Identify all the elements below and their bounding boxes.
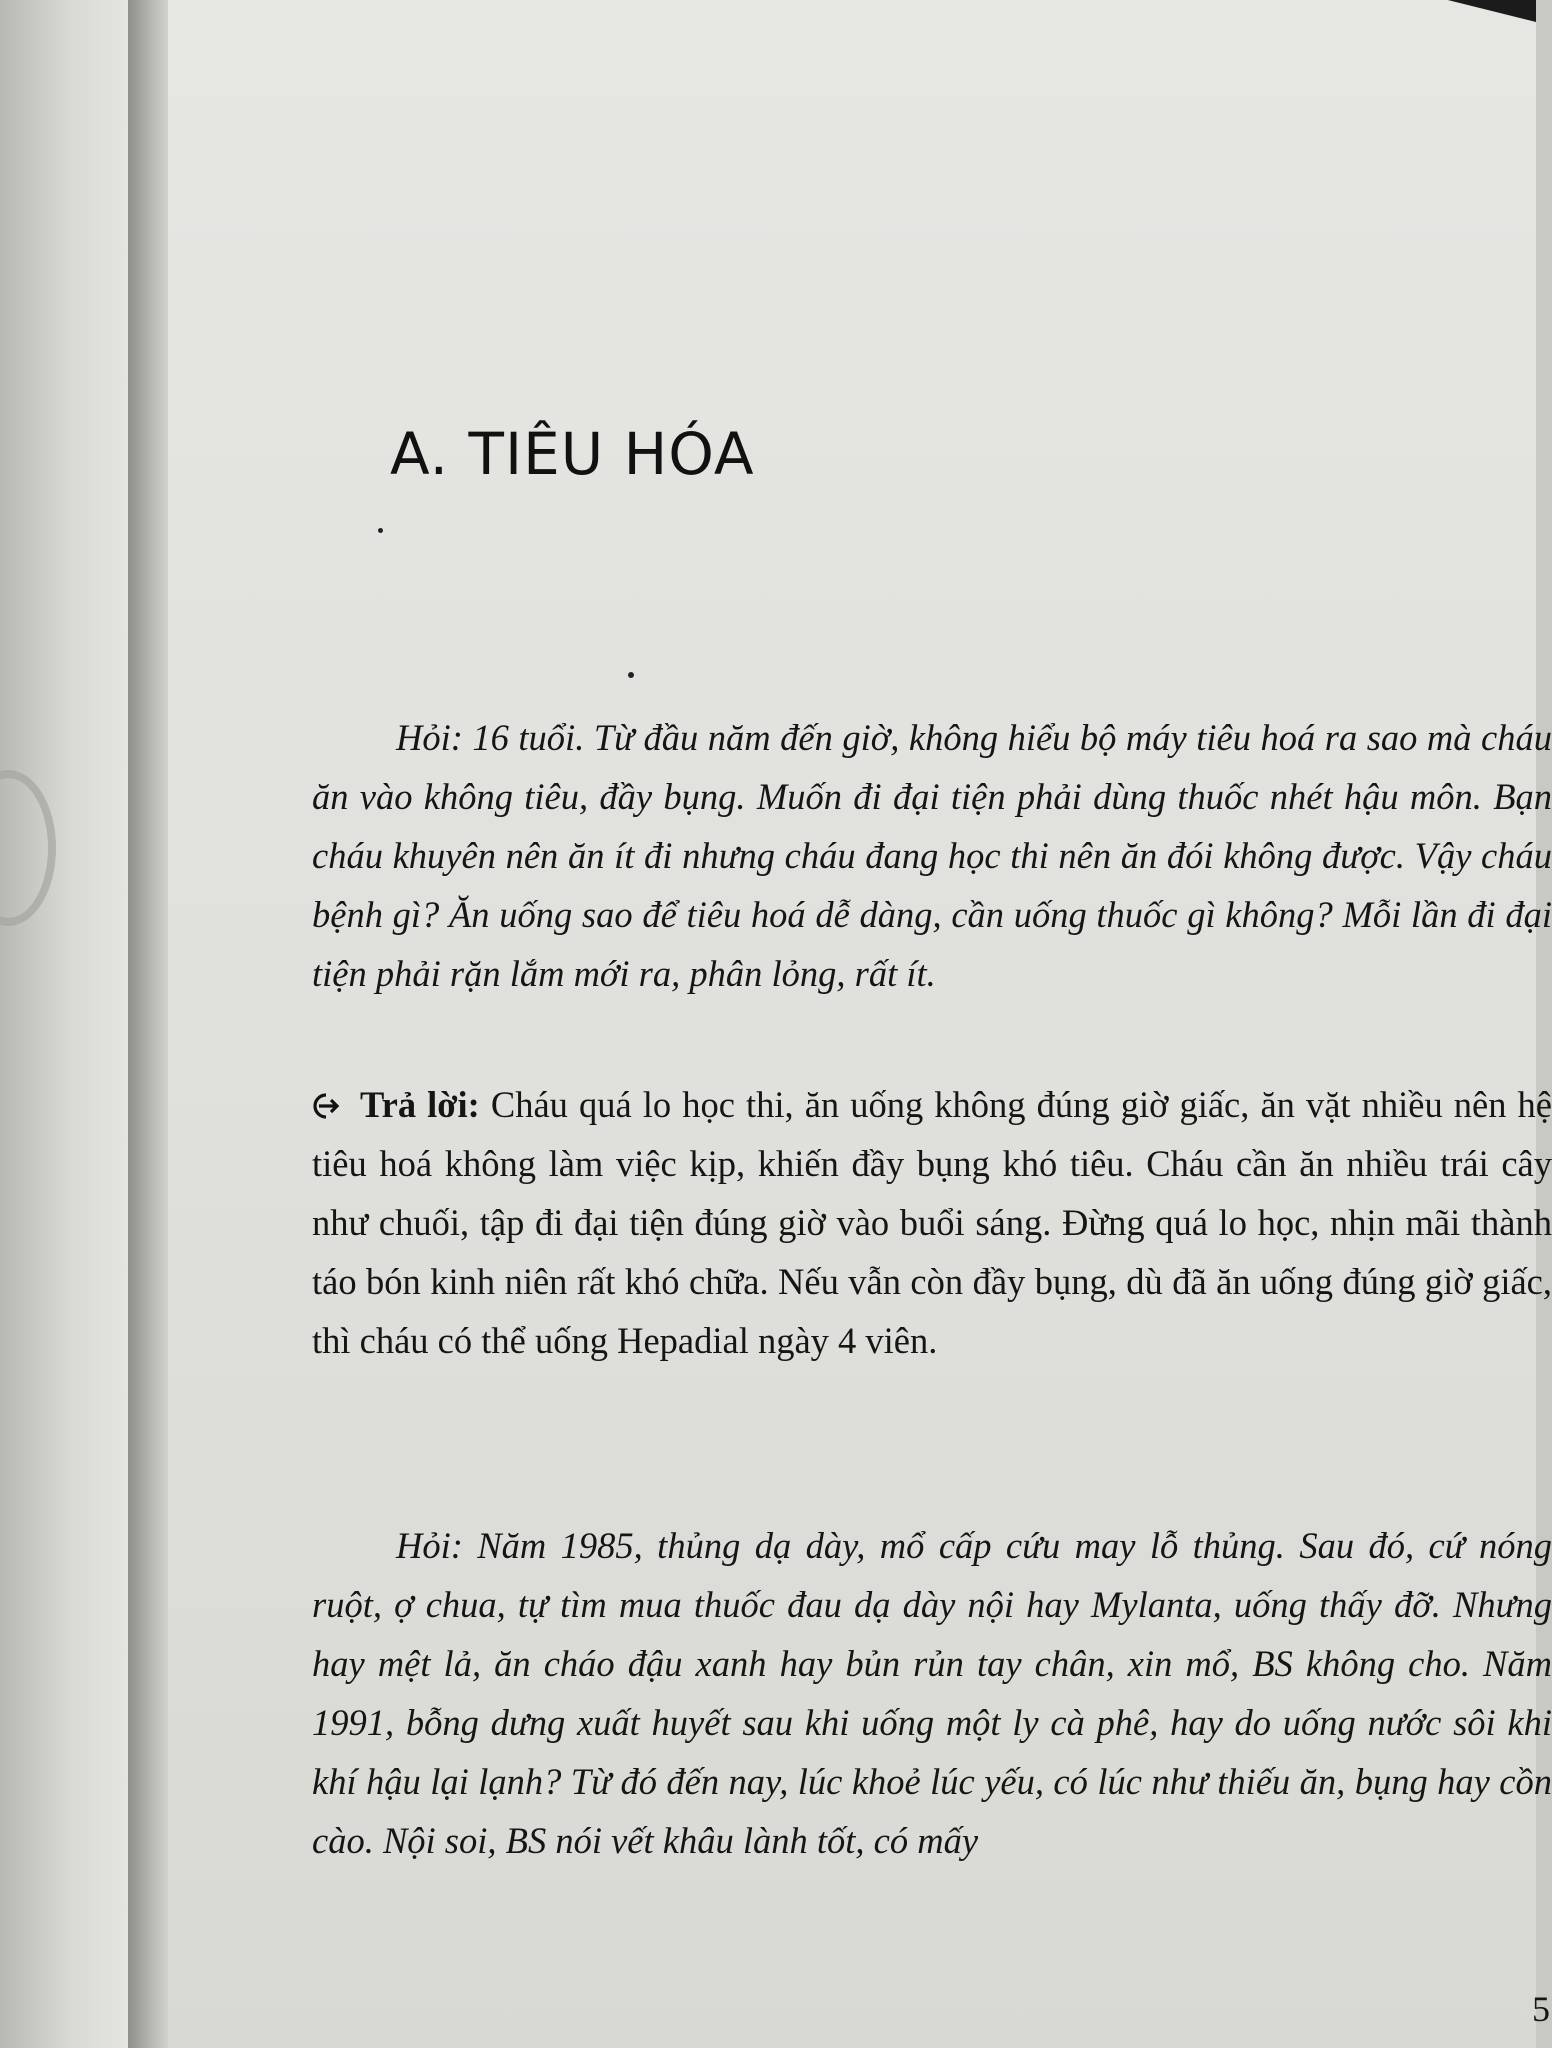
ink-speck: [628, 672, 634, 678]
page-number: 5: [1532, 1989, 1550, 2029]
question-1: Hỏi: 16 tuổi. Từ đầu năm đến giờ, không hiểu bộ máy tiêu hoá ra sao mà cháu ăn vào không tiêu, đầy bụng. Muốn đi đại tiện phải dùng thuốc nhét hậu môn. Bạn cháu khuyên nên ăn ít đi nhưng cháu đang học thi nên ăn đói không được. Vậy cháu bệnh gì? Ăn uống sao để tiêu hoá dễ dàng, cần uống thuốc gì không? Mỗi lần đi đại tiện phải rặn lắm mới ra, phân lỏng, rất ít.: [312, 717, 1552, 994]
section-title: A. TIÊU HÓA: [390, 420, 755, 488]
facing-page-edge: [0, 0, 128, 2048]
ink-speck: [378, 528, 383, 533]
page-corner-edge: [1446, 0, 1536, 22]
book-page: [168, 0, 1552, 2048]
answer-label: Trả lời:: [360, 1084, 480, 1125]
book-gutter: [128, 0, 168, 2048]
question-2: Hỏi: Năm 1985, thủng dạ dày, mổ cấp cứu may lỗ thủng. Sau đó, cứ nóng ruột, ợ chua, tự tìm mua thuốc đau dạ dày nội hay Mylanta, uống thấy đỡ. Nhưng hay mệt lả, ăn cháo đậu xanh hay bủn rủn tay chân, xin mổ, BS không cho. Năm 1991, bỗng dưng xuất huyết sau khi uống một ly cà phê, hay do uống nước sôi khi khí hậu lại lạnh? Từ đó đến nay, lúc khoẻ lúc yếu, có lúc như thiếu ăn, bụng hay cồn cào. Nội soi, BS nói vết khâu lành tốt, có mấy: [312, 1525, 1552, 1861]
answer-text: Cháu quá lo học thi, ăn uống không đúng giờ giấc, ăn vặt nhiều nên hệ tiêu hoá không làm việc kịp, khiến đầy bụng khó tiêu. Cháu cần ăn nhiều trái cây như chuối, tập đi đại tiện đúng giờ vào buổi sáng. Đừng quá lo học, nhịn mãi thành táo bón kinh niên rất khó chữa. Nếu vẫn còn đầy bụng, dù đã ăn uống đúng giờ giấc, thì cháu có thể uống Hepadial ngày 4 viên.: [312, 1084, 1552, 1361]
arrow-right-circle-icon: [312, 1092, 340, 1120]
facing-page-letter-fragment: [0, 770, 56, 926]
answer-1: [312, 1075, 1552, 1370]
